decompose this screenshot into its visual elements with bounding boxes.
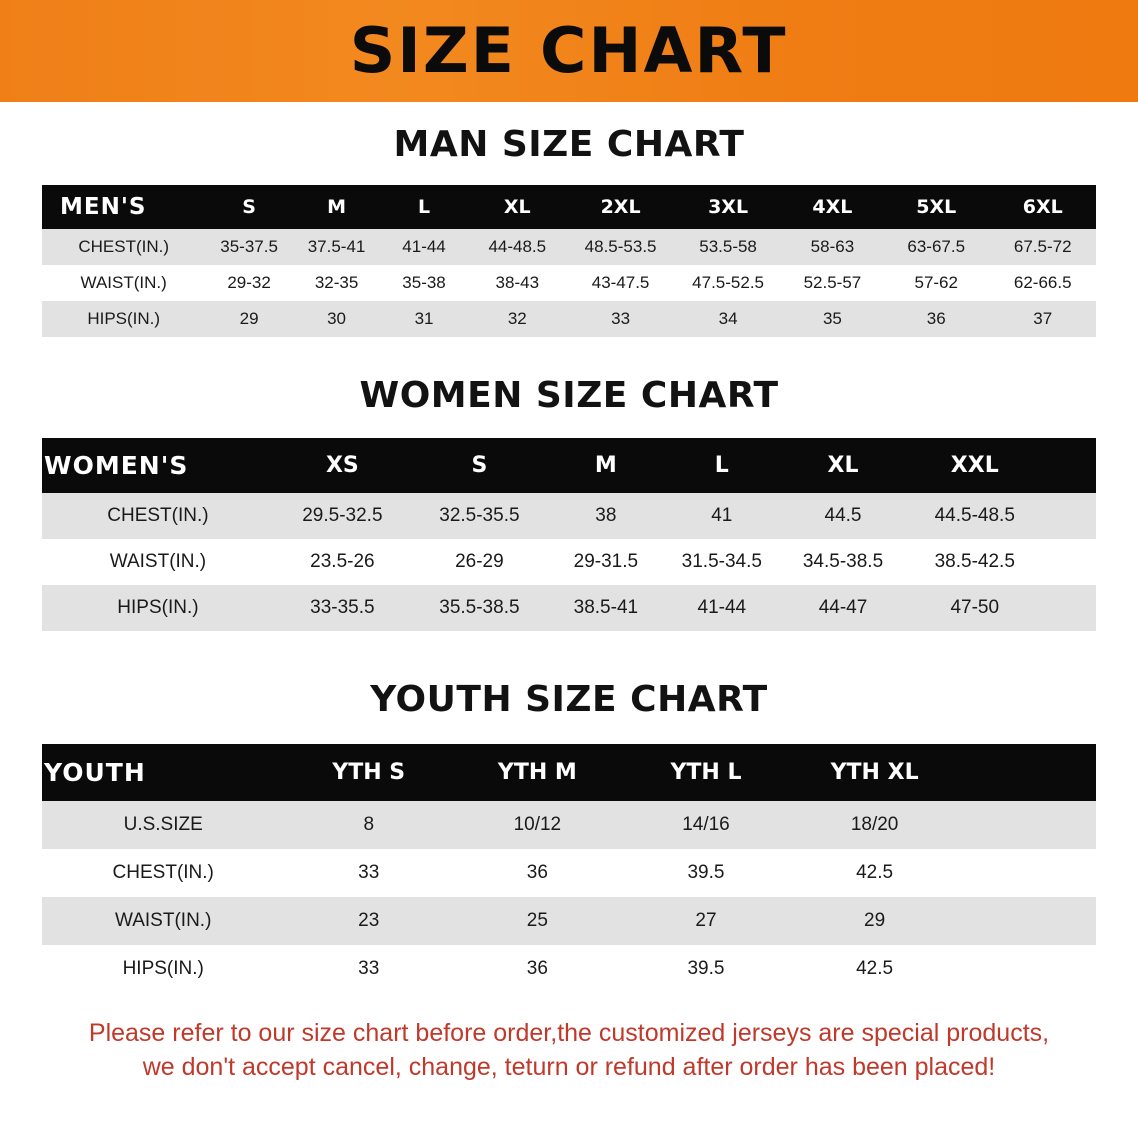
youth-ussize-m: 10/12 xyxy=(453,801,622,849)
women-waist-l: 31.5-34.5 xyxy=(664,539,780,585)
women-waist-xs: 23.5-26 xyxy=(274,539,411,585)
youth-header-s: YTH S xyxy=(284,744,453,801)
women-hips-m: 38.5-41 xyxy=(548,585,664,631)
men-hips-s: 29 xyxy=(205,301,292,337)
men-hips-2xl: 33 xyxy=(567,301,675,337)
youth-waist-m: 25 xyxy=(453,897,622,945)
table-header-row xyxy=(42,185,1096,229)
men-waist-6xl: 62-66.5 xyxy=(989,265,1096,301)
men-waist-4xl: 52.5-57 xyxy=(782,265,883,301)
men-hips-m: 30 xyxy=(293,301,380,337)
women-row-label-hips: HIPS(IN.) xyxy=(42,585,274,631)
women-waist-spacer xyxy=(1043,539,1096,585)
women-chest-s: 32.5-35.5 xyxy=(411,493,548,539)
men-header-5xl: 5XL xyxy=(883,185,989,229)
youth-hips-l: 39.5 xyxy=(622,945,791,993)
men-hips-5xl: 36 xyxy=(883,301,989,337)
youth-chest-xl: 42.5 xyxy=(790,849,959,897)
youth-header-m: YTH M xyxy=(453,744,622,801)
youth-waist-s: 23 xyxy=(284,897,453,945)
men-row-label-waist: WAIST(IN.) xyxy=(42,265,205,301)
youth-row-label-hips: HIPS(IN.) xyxy=(42,945,284,993)
men-chest-xl: 44-48.5 xyxy=(468,229,567,265)
youth-hips-m: 36 xyxy=(453,945,622,993)
women-hips-xs: 33-35.5 xyxy=(274,585,411,631)
youth-size-table-wrapper xyxy=(42,744,1096,993)
youth-chest-m: 36 xyxy=(453,849,622,897)
men-waist-l: 35-38 xyxy=(380,265,467,301)
table-row xyxy=(42,585,1096,631)
men-waist-xl: 38-43 xyxy=(468,265,567,301)
men-chest-s: 35-37.5 xyxy=(205,229,292,265)
men-row-label-chest: CHEST(IN.) xyxy=(42,229,205,265)
women-chest-m: 38 xyxy=(548,493,664,539)
men-header-xl: XL xyxy=(468,185,567,229)
women-chest-xs: 29.5-32.5 xyxy=(274,493,411,539)
youth-chest-s: 33 xyxy=(284,849,453,897)
men-header-3xl: 3XL xyxy=(674,185,782,229)
women-chest-l: 41 xyxy=(664,493,780,539)
women-size-table xyxy=(42,438,1096,631)
men-hips-4xl: 35 xyxy=(782,301,883,337)
men-chest-l: 41-44 xyxy=(380,229,467,265)
man-size-table xyxy=(42,185,1096,337)
youth-ussize-s: 8 xyxy=(284,801,453,849)
youth-hips-s: 33 xyxy=(284,945,453,993)
youth-ussize-l: 14/16 xyxy=(622,801,791,849)
man-size-table-wrapper xyxy=(42,185,1096,337)
youth-ussize-spacer xyxy=(959,801,1096,849)
table-row xyxy=(42,849,1096,897)
men-header-6xl: 6XL xyxy=(989,185,1096,229)
women-hips-s: 35.5-38.5 xyxy=(411,585,548,631)
youth-waist-spacer xyxy=(959,897,1096,945)
women-size-table-wrapper xyxy=(42,438,1096,631)
men-waist-5xl: 57-62 xyxy=(883,265,989,301)
men-waist-s: 29-32 xyxy=(205,265,292,301)
youth-chest-l: 39.5 xyxy=(622,849,791,897)
youth-chest-spacer xyxy=(959,849,1096,897)
youth-row-label-chest: CHEST(IN.) xyxy=(42,849,284,897)
women-header-m: M xyxy=(548,438,664,493)
men-chest-m: 37.5-41 xyxy=(293,229,380,265)
youth-header-l: YTH L xyxy=(622,744,791,801)
table-header-row xyxy=(42,744,1096,801)
women-row-label-chest: CHEST(IN.) xyxy=(42,493,274,539)
women-header-label: WOMEN'S xyxy=(42,438,274,493)
youth-hips-spacer xyxy=(959,945,1096,993)
disclaimer-line-2: we don't accept cancel, change, teturn or refund after order has been placed! xyxy=(142,1052,996,1081)
youth-header-spacer xyxy=(959,744,1096,801)
men-header-l: L xyxy=(380,185,467,229)
table-header-row xyxy=(42,438,1096,493)
men-hips-xl: 32 xyxy=(468,301,567,337)
men-chest-6xl: 67.5-72 xyxy=(989,229,1096,265)
women-waist-xxl: 38.5-42.5 xyxy=(906,539,1043,585)
women-header-xl: XL xyxy=(780,438,906,493)
men-header-2xl: 2XL xyxy=(567,185,675,229)
men-chest-4xl: 58-63 xyxy=(782,229,883,265)
page-title: SIZE CHART xyxy=(350,14,788,87)
youth-row-label-ussize: U.S.SIZE xyxy=(42,801,284,849)
men-waist-3xl: 47.5-52.5 xyxy=(674,265,782,301)
men-row-label-hips: HIPS(IN.) xyxy=(42,301,205,337)
table-row xyxy=(42,801,1096,849)
youth-waist-xl: 29 xyxy=(790,897,959,945)
table-row xyxy=(42,229,1096,265)
youth-hips-xl: 42.5 xyxy=(790,945,959,993)
men-chest-3xl: 53.5-58 xyxy=(674,229,782,265)
women-hips-l: 41-44 xyxy=(664,585,780,631)
banner xyxy=(0,0,1138,102)
men-hips-6xl: 37 xyxy=(989,301,1096,337)
table-row xyxy=(42,301,1096,337)
men-hips-l: 31 xyxy=(380,301,467,337)
women-waist-xl: 34.5-38.5 xyxy=(780,539,906,585)
women-hips-spacer xyxy=(1043,585,1096,631)
women-chest-xxl: 44.5-48.5 xyxy=(906,493,1043,539)
youth-size-table xyxy=(42,744,1096,993)
women-hips-xxl: 47-50 xyxy=(906,585,1043,631)
women-waist-s: 26-29 xyxy=(411,539,548,585)
youth-header-xl: YTH XL xyxy=(790,744,959,801)
table-row xyxy=(42,897,1096,945)
man-section-heading: MAN SIZE CHART xyxy=(393,124,745,165)
women-section-heading: WOMEN SIZE CHART xyxy=(359,375,779,416)
women-hips-xl: 44-47 xyxy=(780,585,906,631)
men-waist-m: 32-35 xyxy=(293,265,380,301)
youth-row-label-waist: WAIST(IN.) xyxy=(42,897,284,945)
men-header-m: M xyxy=(293,185,380,229)
men-chest-2xl: 48.5-53.5 xyxy=(567,229,675,265)
table-row xyxy=(42,265,1096,301)
youth-section-heading: YOUTH SIZE CHART xyxy=(370,679,768,720)
youth-header-label: YOUTH xyxy=(42,744,284,801)
men-header-label: MEN'S xyxy=(42,185,205,229)
women-row-label-waist: WAIST(IN.) xyxy=(42,539,274,585)
youth-waist-l: 27 xyxy=(622,897,791,945)
table-row xyxy=(42,945,1096,993)
disclaimer-note xyxy=(40,1017,1098,1085)
men-hips-3xl: 34 xyxy=(674,301,782,337)
women-header-spacer xyxy=(1043,438,1096,493)
youth-ussize-xl: 18/20 xyxy=(790,801,959,849)
table-row xyxy=(42,493,1096,539)
women-header-l: L xyxy=(664,438,780,493)
men-header-4xl: 4XL xyxy=(782,185,883,229)
table-row xyxy=(42,539,1096,585)
men-waist-2xl: 43-47.5 xyxy=(567,265,675,301)
women-header-xxl: XXL xyxy=(906,438,1043,493)
women-header-xs: XS xyxy=(274,438,411,493)
women-chest-xl: 44.5 xyxy=(780,493,906,539)
men-header-s: S xyxy=(205,185,292,229)
women-header-s: S xyxy=(411,438,548,493)
disclaimer-line-1: Please refer to our size chart before order,the customized jerseys are special products, xyxy=(88,1019,1050,1047)
women-chest-spacer xyxy=(1043,493,1096,539)
men-chest-5xl: 63-67.5 xyxy=(883,229,989,265)
women-waist-m: 29-31.5 xyxy=(548,539,664,585)
